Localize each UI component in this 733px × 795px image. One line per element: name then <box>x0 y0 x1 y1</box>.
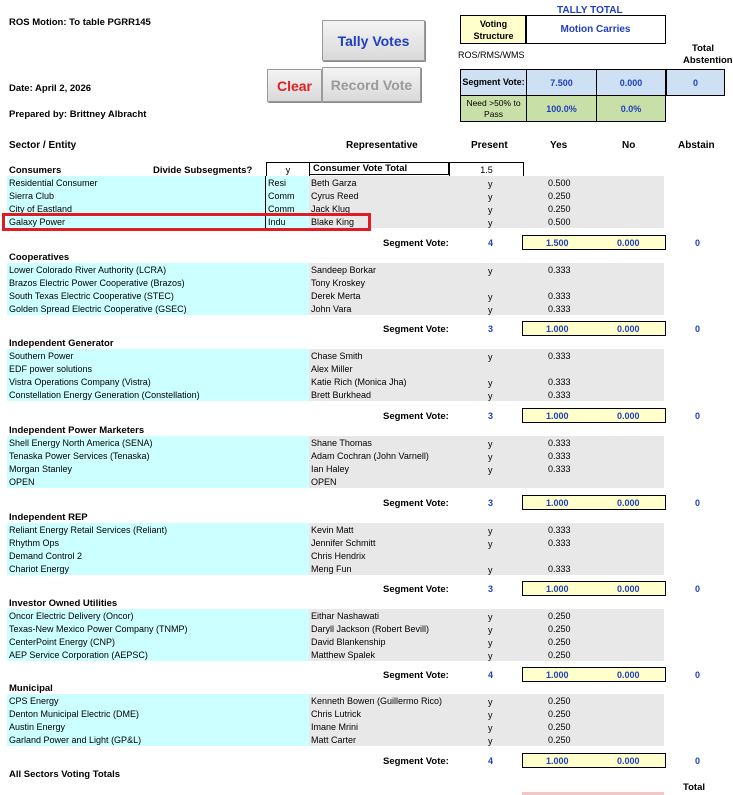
yes-value: 0.250 <box>548 611 571 621</box>
entity-name: CenterPoint Energy (CNP) <box>9 637 116 647</box>
entity-name: EDF power solutions <box>9 364 93 374</box>
present-flag[interactable]: y <box>488 218 493 228</box>
present-flag[interactable]: y <box>488 305 493 315</box>
yes-value: 0.333 <box>548 525 571 535</box>
need-majority-label: Need >50% to Pass <box>460 95 527 122</box>
sector-title-independent-rep: Independent REP <box>9 512 88 523</box>
present-flag[interactable]: y <box>488 723 493 733</box>
entity-name: Southern Power <box>9 351 74 361</box>
yes-value: 0.250 <box>548 637 571 647</box>
present-flag[interactable]: y <box>488 205 493 215</box>
present-flag[interactable]: y <box>488 565 493 575</box>
segment-present-count: 3 <box>488 324 494 334</box>
entity-name: Tenaska Power Services (Tenaska) <box>9 451 150 461</box>
entity-name: CPS Energy <box>9 696 59 706</box>
yes-value: 0.333 <box>548 538 571 548</box>
segment-no: 0.000 <box>617 411 640 421</box>
yes-value: 0.500 <box>548 178 571 188</box>
tally-yes-total: 7.500 <box>526 69 597 96</box>
segment-vote-label: Segment Vote: <box>383 670 449 681</box>
representative: Meng Fun <box>311 564 352 574</box>
segment-vote-label: Segment Vote: <box>383 324 449 335</box>
col-abstain: Abstain <box>678 140 715 151</box>
segment-present-count: 3 <box>488 498 494 508</box>
representative: Eithar Nashawati <box>311 611 380 621</box>
structure-code: ROS/RMS/WMS <box>458 50 525 60</box>
sector-title-independent-generator: Independent Generator <box>9 338 114 349</box>
total-abstention-label: Total Abstention <box>683 43 733 66</box>
tally-abstention-total: 0 <box>666 69 725 96</box>
present-flag[interactable]: y <box>488 625 493 635</box>
yes-value: 0.333 <box>548 304 571 314</box>
entity-name: Oncor Electric Delivery (Oncor) <box>9 611 134 621</box>
entity-name: Reliant Energy Retail Services (Reliant) <box>9 525 168 535</box>
divide-subsegments-label: Divide Subsegments? <box>153 165 253 176</box>
yes-value: 0.333 <box>548 377 571 387</box>
tally-total-title: TALLY TOTAL <box>557 5 623 16</box>
entity-name: Demand Control 2 <box>9 551 83 561</box>
present-flag[interactable]: y <box>488 612 493 622</box>
present-flag[interactable]: y <box>488 378 493 388</box>
yes-value: 0.250 <box>548 624 571 634</box>
present-flag[interactable]: y <box>488 697 493 707</box>
segment-abstain: 0 <box>695 756 701 766</box>
motion-title: ROS Motion: To table PGRR145 <box>9 17 151 28</box>
segment-no: 0.000 <box>617 670 640 680</box>
segment-yes: 1.000 <box>546 324 569 334</box>
entity-name: South Texas Electric Cooperative (STEC) <box>9 291 174 301</box>
entity-name: Golden Spread Electric Cooperative (GSEC) <box>9 304 187 314</box>
segment-no: 0.000 <box>617 498 640 508</box>
entity-name: City of Eastland <box>9 204 73 214</box>
clear-button[interactable]: Clear <box>267 69 322 102</box>
segment-vote-label: Segment Vote: <box>383 238 449 249</box>
entity-name: Texas-New Mexico Power Company (TNMP) <box>9 624 188 634</box>
yes-value: 0.333 <box>548 564 571 574</box>
yes-value: 0.250 <box>548 696 571 706</box>
segment-present-count: 4 <box>488 238 494 248</box>
tally-no-total: 0.000 <box>596 69 666 96</box>
representative: Jennifer Schmitt <box>311 538 376 548</box>
present-flag[interactable]: y <box>488 439 493 449</box>
date-label: Date: April 2, 2026 <box>9 83 92 94</box>
segment-yes: 1.500 <box>546 238 569 248</box>
segment-abstain: 0 <box>695 498 701 508</box>
yes-value: 0.500 <box>548 217 571 227</box>
representative: Sandeep Borkar <box>311 265 377 275</box>
segment-abstain: 0 <box>695 411 701 421</box>
sector-title-independent-power-marketers: Independent Power Marketers <box>9 425 145 436</box>
prepared-by-label: Prepared by: Brittney Albracht <box>9 109 147 120</box>
entity-name: Chariot Energy <box>9 564 70 574</box>
representative: Kenneth Bowen (Guillermo Rico) <box>311 696 443 706</box>
representative: Shane Thomas <box>311 438 372 448</box>
consumer-vote-total-label: Consumer Vote Total <box>309 162 449 175</box>
subsegment-code: Comm <box>268 191 295 201</box>
sector-title-cooperatives: Cooperatives <box>9 252 70 263</box>
present-flag[interactable]: y <box>488 736 493 746</box>
yes-value: 0.333 <box>548 451 571 461</box>
present-flag[interactable]: y <box>488 539 493 549</box>
tally-no-percent: 0.0% <box>596 95 666 122</box>
segment-yes: 1.000 <box>546 756 569 766</box>
representative: Kevin Matt <box>311 525 354 535</box>
yes-value: 0.250 <box>548 650 571 660</box>
all-sectors-totals-label: All Sectors Voting Totals <box>9 769 121 780</box>
entity-name: Galaxy Power <box>9 217 66 227</box>
segment-present-count: 3 <box>488 411 494 421</box>
representative: Blake King <box>311 217 355 227</box>
yes-value: 0.333 <box>548 438 571 448</box>
motion-result: Motion Carries <box>525 15 666 44</box>
record-vote-button[interactable]: Record Vote <box>322 67 421 102</box>
representative: Daryll Jackson (Robert Bevill) <box>311 624 430 634</box>
representative: Chris Hendrix <box>311 551 366 561</box>
sector-title-consumers: Consumers <box>9 165 62 176</box>
entity-name: Shell Energy North America (SENA) <box>9 438 153 448</box>
col-present: Present <box>471 140 508 151</box>
representative: David Blankenship <box>311 637 386 647</box>
segment-vote-label: Segment Vote: <box>383 756 449 767</box>
segment-present-count: 4 <box>488 756 494 766</box>
col-yes: Yes <box>550 140 568 151</box>
yes-value: 0.333 <box>548 291 571 301</box>
segment-vote-label: Segment Vote: <box>383 411 449 422</box>
representative: Ian Haley <box>311 464 350 474</box>
present-flag[interactable]: y <box>488 192 493 202</box>
selected-row-highlight <box>2 213 371 231</box>
present-flag[interactable]: y <box>488 452 493 462</box>
entity-name: Garland Power and Light (GP&L) <box>9 735 142 745</box>
yes-value: 0.250 <box>548 709 571 719</box>
representative: Tony Kroskey <box>311 278 366 288</box>
present-flag[interactable]: y <box>488 526 493 536</box>
representative: Chris Lutrick <box>311 709 362 719</box>
segment-vote-label: Segment Vote: <box>460 69 527 96</box>
segment-yes: 1.000 <box>546 670 569 680</box>
segment-abstain: 0 <box>695 238 701 248</box>
col-representative: Representative <box>346 140 418 151</box>
subsegment-code: Comm <box>268 204 295 214</box>
present-flag[interactable]: y <box>488 179 493 189</box>
yes-value: 0.333 <box>548 390 571 400</box>
subsegment-code: Resi <box>268 178 287 188</box>
subsegment-code: Indu <box>268 217 286 227</box>
segment-no: 0.000 <box>617 324 640 334</box>
sector-title-municipal: Municipal <box>9 683 53 694</box>
present-flag[interactable]: y <box>488 391 493 401</box>
representative: Jack Klug <box>311 204 351 214</box>
entity-name: Morgan Stanley <box>9 464 73 474</box>
divide-subsegments-input[interactable]: y <box>266 162 310 177</box>
representative: Derek Merta <box>311 291 361 301</box>
segment-yes: 1.000 <box>546 498 569 508</box>
segment-vote-label: Segment Vote: <box>383 498 449 509</box>
segment-present-count: 4 <box>488 670 494 680</box>
yes-value: 0.333 <box>548 265 571 275</box>
entity-name: Sierra Club <box>9 191 55 201</box>
yes-value: 0.250 <box>548 204 571 214</box>
segment-yes: 1.000 <box>546 411 569 421</box>
yes-value: 0.333 <box>548 464 571 474</box>
voting-structure-label: Voting Structure <box>460 15 527 44</box>
representative: Matthew Spalek <box>311 650 376 660</box>
entity-name: Brazos Electric Power Cooperative (Brazos) <box>9 278 185 288</box>
segment-abstain: 0 <box>695 324 701 334</box>
present-flag[interactable]: y <box>488 352 493 362</box>
segment-abstain: 0 <box>695 670 701 680</box>
representative: Brett Burkhead <box>311 390 372 400</box>
entity-name: Residential Consumer <box>9 178 98 188</box>
entity-name: Constellation Energy Generation (Constellation) <box>9 390 200 400</box>
representative: OPEN <box>311 477 337 487</box>
consumer-vote-total-value: 1.5 <box>449 162 524 177</box>
representative: Chase Smith <box>311 351 363 361</box>
entity-name: OPEN <box>9 477 35 487</box>
present-flag[interactable]: y <box>488 465 493 475</box>
segment-abstain: 0 <box>695 584 701 594</box>
present-flag[interactable]: y <box>488 638 493 648</box>
yes-value: 0.250 <box>548 722 571 732</box>
yes-value: 0.333 <box>548 351 571 361</box>
sector-title-investor-owned-utilities: Investor Owned Utilities <box>9 598 118 609</box>
present-flag[interactable]: y <box>488 266 493 276</box>
present-flag[interactable]: y <box>488 292 493 302</box>
representative: John Vara <box>311 304 352 314</box>
segment-no: 0.000 <box>617 584 640 594</box>
representative: Alex Miller <box>311 364 353 374</box>
yes-value: 0.250 <box>548 191 571 201</box>
tally-yes-percent: 100.0% <box>526 95 597 122</box>
entity-name: Austin Energy <box>9 722 66 732</box>
representative: Beth Garza <box>311 178 357 188</box>
segment-vote-label: Segment Vote: <box>383 584 449 595</box>
segment-no: 0.000 <box>617 238 640 248</box>
representative: Matt Carter <box>311 735 357 745</box>
yes-value: 0.250 <box>548 735 571 745</box>
representative: Adam Cochran (John Varnell) <box>311 451 429 461</box>
segment-present-count: 3 <box>488 584 494 594</box>
col-sector: Sector / Entity <box>9 140 77 151</box>
col-no: No <box>622 140 636 151</box>
total-label: Total <box>683 782 705 793</box>
segment-no: 0.000 <box>617 756 640 766</box>
entity-name: Denton Municipal Electric (DME) <box>9 709 140 719</box>
present-flag[interactable]: y <box>488 710 493 720</box>
entity-name: Vistra Operations Company (Vistra) <box>9 377 151 387</box>
representative: Cyrus Reed <box>311 191 359 201</box>
entity-name: Lower Colorado River Authority (LCRA) <box>9 265 167 275</box>
entity-name: AEP Service Corporation (AEPSC) <box>9 650 148 660</box>
tally-votes-button[interactable]: Tally Votes <box>322 20 425 61</box>
entity-name: Rhythm Ops <box>9 538 60 548</box>
present-flag[interactable]: y <box>488 651 493 661</box>
segment-yes: 1.000 <box>546 584 569 594</box>
representative: Imane Mrini <box>311 722 359 732</box>
representative: Katie Rich (Monica Jha) <box>311 377 407 387</box>
